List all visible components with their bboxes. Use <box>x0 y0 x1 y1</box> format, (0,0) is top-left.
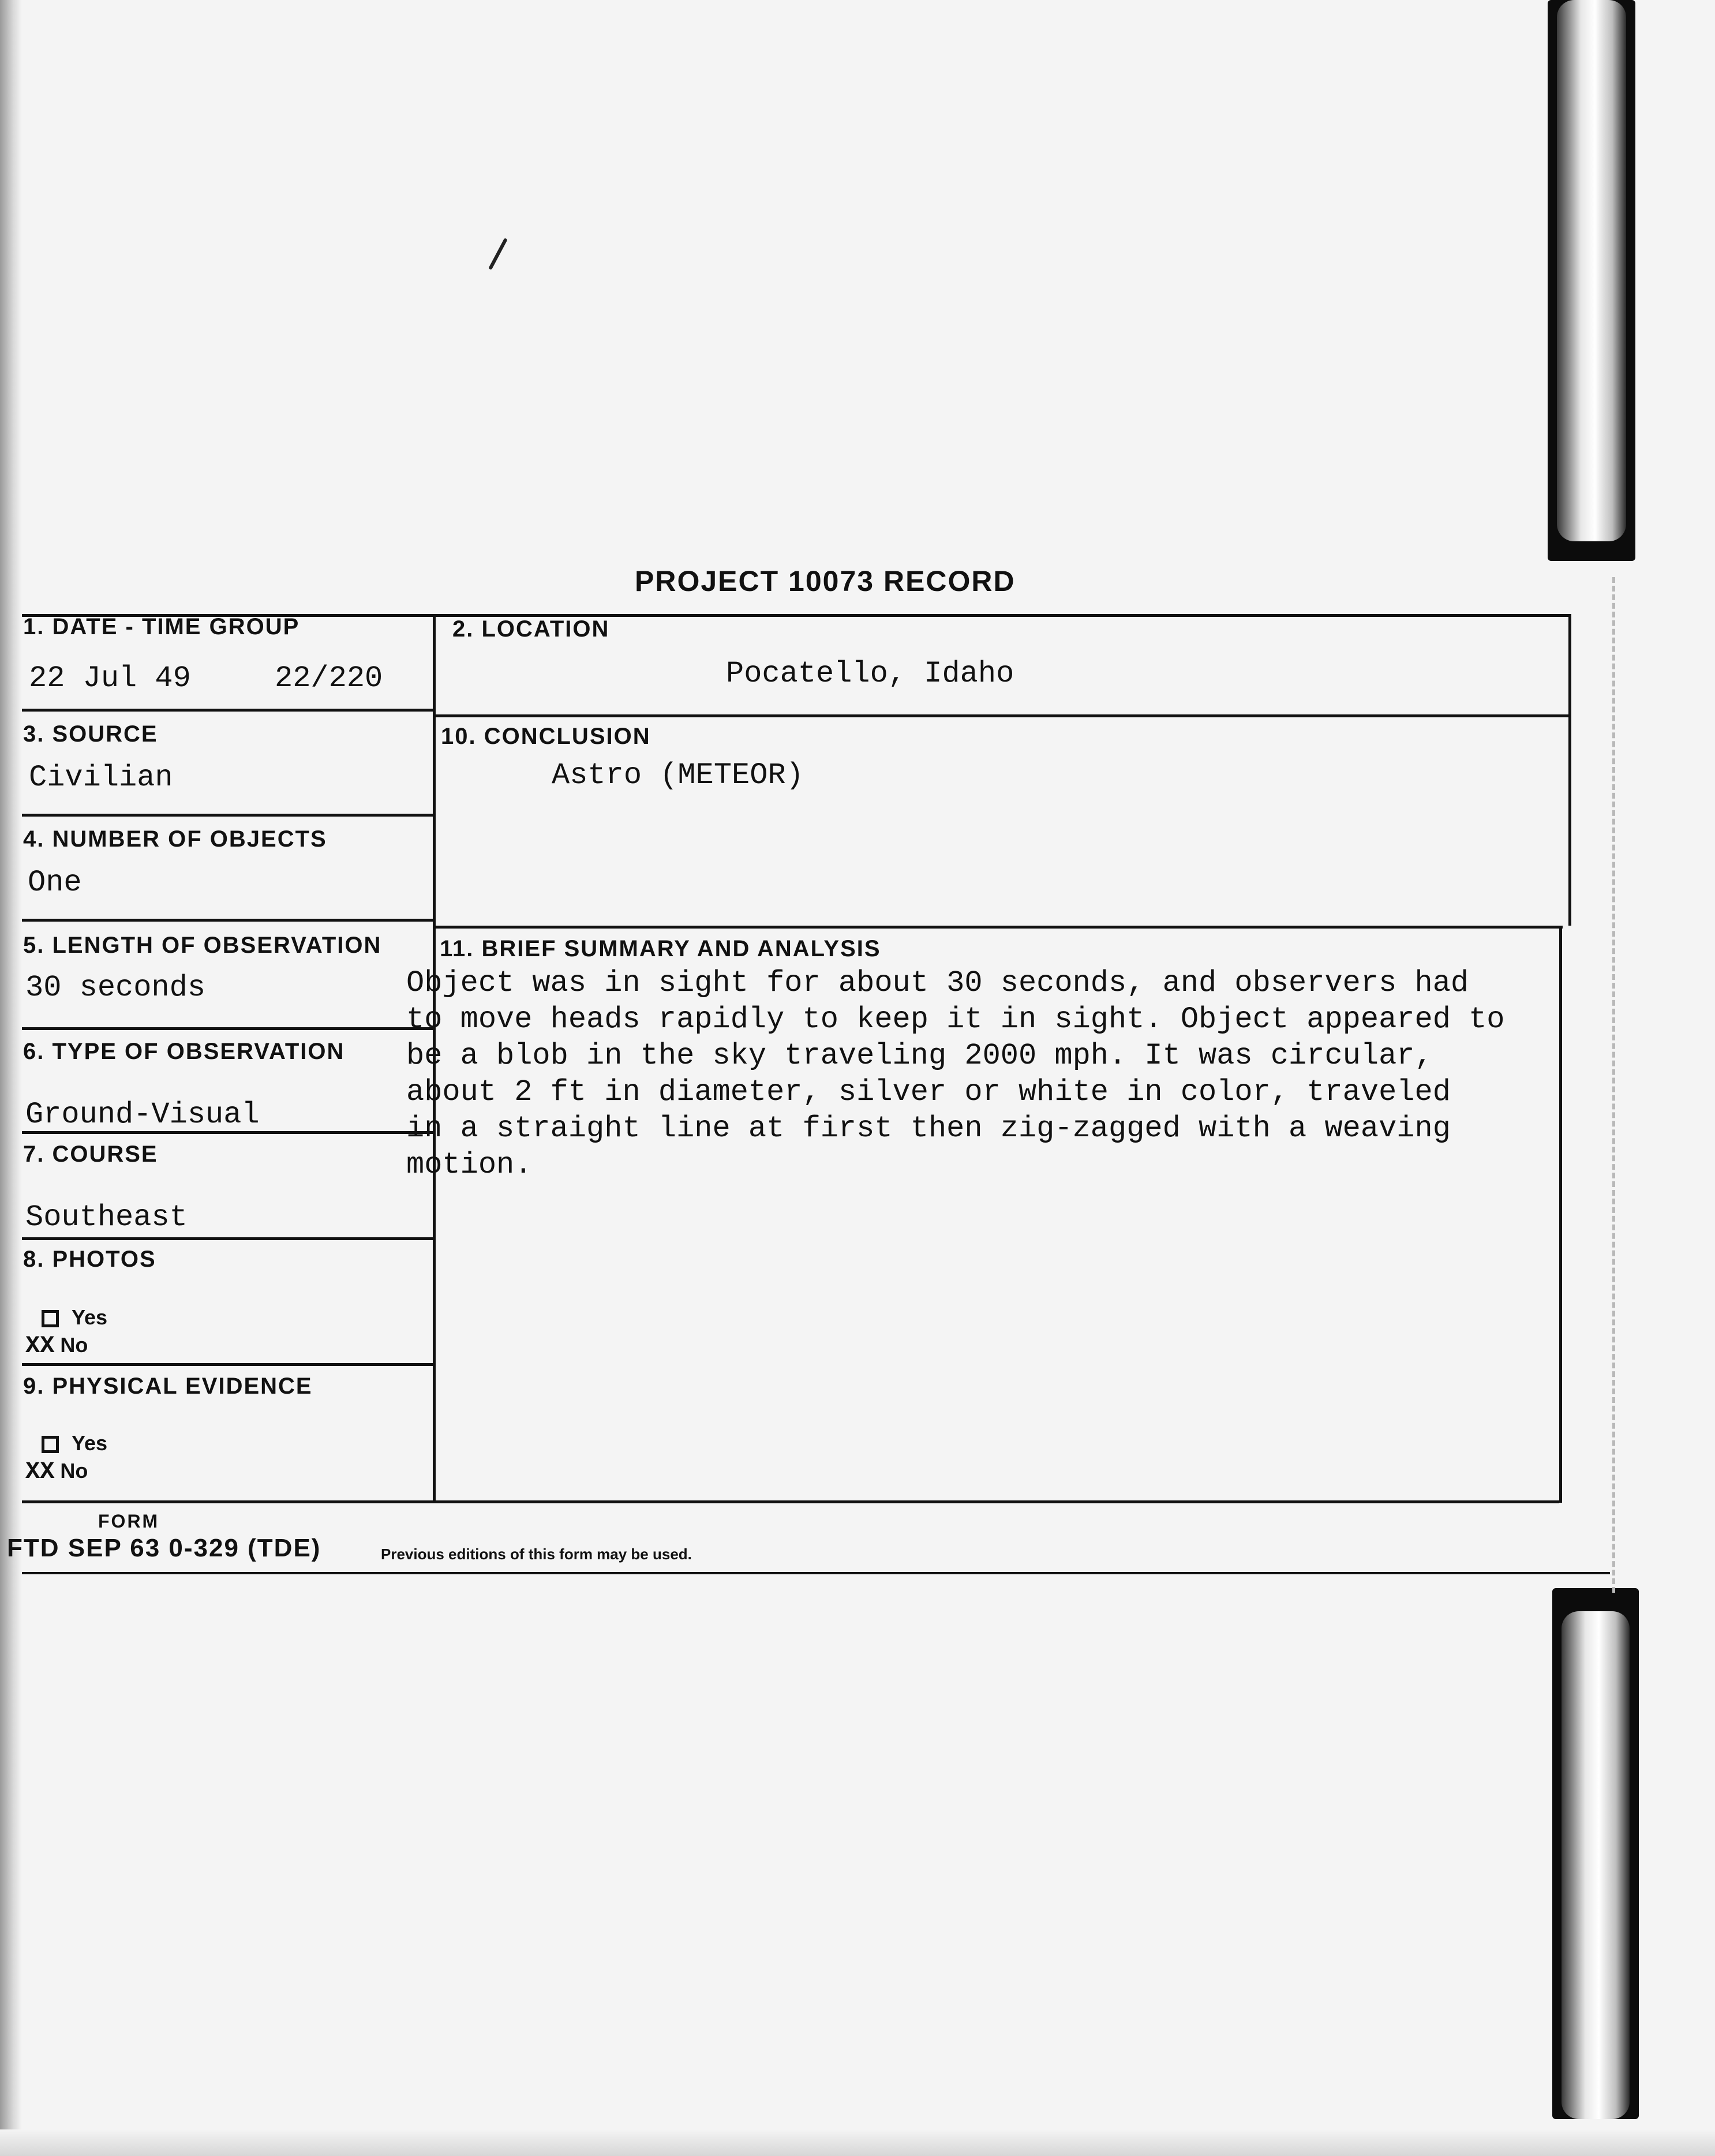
footer-rule <box>22 1572 1610 1574</box>
photos-no-option: XX No <box>25 1332 88 1360</box>
perforation-line <box>1612 577 1615 1593</box>
scan-bottom-edge <box>0 2129 1715 2156</box>
time-value: 22/220 <box>275 661 383 695</box>
length-of-observation-value: 30 seconds <box>25 971 206 1005</box>
stray-pen-mark <box>488 238 507 270</box>
length-of-observation-label: 5. LENGTH OF OBSERVATION <box>23 933 382 958</box>
course-label: 7. COURSE <box>23 1141 158 1167</box>
course-value: Southeast <box>25 1200 188 1234</box>
source-value: Civilian <box>29 761 173 795</box>
footer-form-word: FORM <box>98 1511 160 1532</box>
checkbox-empty-icon <box>42 1436 59 1453</box>
checkbox-marked-icon: XX <box>25 1458 55 1485</box>
physical-evidence-label: 9. PHYSICAL EVIDENCE <box>23 1373 313 1399</box>
film-sprocket-bottom <box>1552 1588 1639 2119</box>
physical-evidence-yes-option: Yes <box>42 1431 107 1455</box>
film-sprocket-top <box>1548 0 1635 561</box>
date-time-label: 1. DATE - TIME GROUP <box>23 614 300 639</box>
source-label: 3. SOURCE <box>23 721 158 747</box>
footer-form-id: FTD SEP 63 0-329 (TDE) <box>7 1534 321 1562</box>
page-title: PROJECT 10073 RECORD <box>635 565 1016 597</box>
number-of-objects-value: One <box>28 866 82 900</box>
checkbox-empty-icon <box>42 1310 59 1327</box>
summary-text: Object was in sight for about 30 seconds, and observers had to move heads rapidly to keep it in sight. Object appeared to be a blob in the sky traveling 2000 mph. It was circular, about 2 ft in diameter, silver or white in color, traveled in a straight line at first then zig-zagged with a weaving motion. <box>406 966 1505 1182</box>
conclusion-label: 10. CONCLUSION <box>441 724 651 749</box>
scan-left-edge <box>0 0 22 2156</box>
summary-label: 11. BRIEF SUMMARY AND ANALYSIS <box>440 936 881 961</box>
photos-yes-option: Yes <box>42 1305 107 1330</box>
number-of-objects-label: 4. NUMBER OF OBJECTS <box>23 826 327 852</box>
footer-note: Previous editions of this form may be used. <box>381 1545 692 1563</box>
date-value: 22 Jul 49 <box>29 661 191 695</box>
type-of-observation-label: 6. TYPE OF OBSERVATION <box>23 1039 345 1064</box>
photos-label: 8. PHOTOS <box>23 1247 156 1272</box>
physical-evidence-no-option: XX No <box>25 1458 88 1485</box>
location-label: 2. LOCATION <box>452 616 610 642</box>
conclusion-value: Astro (METEOR) <box>552 758 804 792</box>
checkbox-marked-icon: XX <box>25 1332 55 1360</box>
location-value: Pocatello, Idaho <box>726 657 1014 691</box>
type-of-observation-value: Ground-Visual <box>25 1098 260 1132</box>
